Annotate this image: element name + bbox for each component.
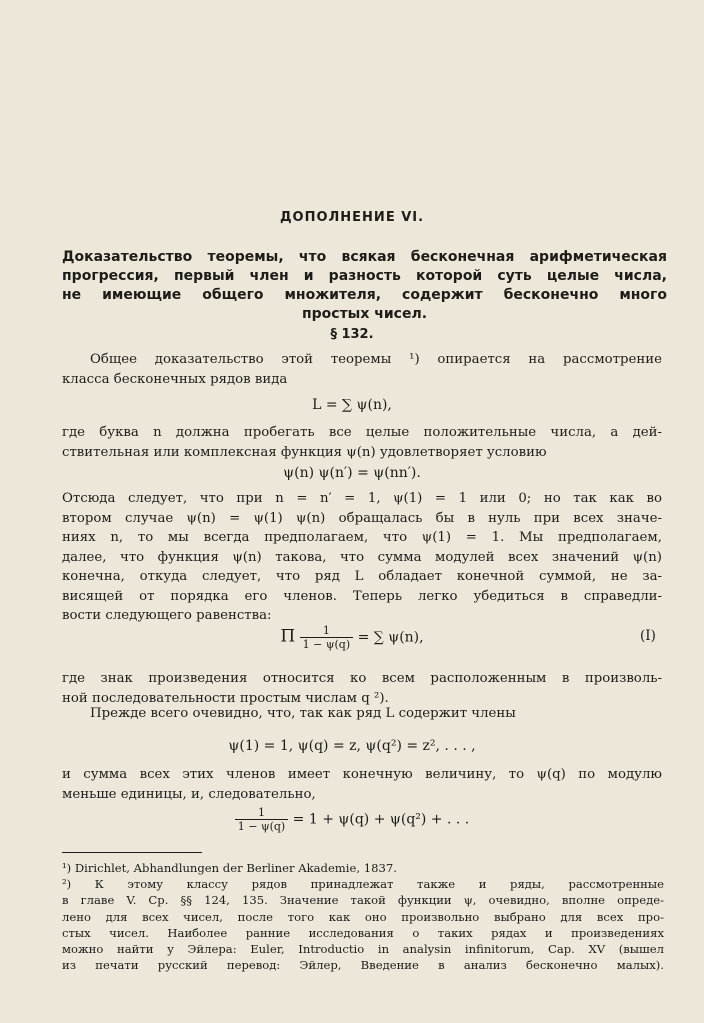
paragraph-2 xyxy=(62,423,662,462)
paragraph-3 xyxy=(62,489,662,626)
text-line: класса бесконечных рядов вида xyxy=(62,371,288,387)
fraction-denominator: 1 − ψ(q) xyxy=(302,638,351,651)
footnote-line: из печати русский перевод: Эйлер, Введение в анализ бесконечно малых). xyxy=(62,958,664,973)
paragraph-1 xyxy=(62,350,662,389)
equation-rhs: = ∑ ψ(n), xyxy=(353,629,424,646)
fraction-numerator: 1 xyxy=(235,806,288,820)
footnote-line: ²) К этому классу рядов принадлежат также и ряды, рассмотренные xyxy=(62,877,664,892)
equation-geometric-series xyxy=(0,806,704,833)
title-line: Доказательство теоремы, что всякая бесконечная арифметическая xyxy=(62,249,667,265)
text-line: ниях n, то мы всегда предполагаем, что ψ(1) = 1. Мы предполагаем, xyxy=(62,530,662,545)
equation-rhs: = 1 + ψ(q) + ψ(q²) + . . . xyxy=(288,811,470,828)
paragraph-6 xyxy=(62,765,662,804)
text-line: висящей от порядка его членов. Теперь легко убедиться в справедли- xyxy=(62,588,662,604)
fraction-denominator: 1 − ψ(q) xyxy=(237,820,286,833)
equation-terms: ψ(1) = 1, ψ(q) = z, ψ(q²) = z², . . . , xyxy=(228,738,476,754)
fraction xyxy=(300,624,353,651)
section-number: § 132. xyxy=(330,327,374,342)
title-line: не имеющие общего множителя, содержит бесконечно много xyxy=(62,287,667,303)
text-line: ствительная или комплексная функция ψ(n) удовлетворяет условию xyxy=(62,444,547,460)
footnote-line: лено для всех чисел, после того как оно произвольно выбрано для всех про- xyxy=(62,909,664,924)
text-line: Общее доказательство этой теоремы ¹) опирается на рассмотрение xyxy=(90,352,662,367)
appendix-header: ДОПОЛНЕНИЕ VI. xyxy=(279,210,425,225)
title-line: простых чисел. xyxy=(301,306,428,322)
text-line: меньше единицы, и, следовательно, xyxy=(62,786,316,802)
text-line: Прежде всего очевидно, что, так как ряд L содержит члены xyxy=(90,706,516,721)
theorem-title xyxy=(62,248,667,324)
footnote-line: можно найти у Эйлера: Euler, Introductio in analysin infinitorum, Cap. XV (вышел xyxy=(62,942,664,957)
equation-multiplicative: ψ(n) ψ(n′) = ψ(nn′). xyxy=(283,465,421,481)
product-sign: Π xyxy=(280,626,296,647)
text-line: где знак произведения относится ко всем расположенным в произволь- xyxy=(62,671,662,686)
text-line: конечна, откуда следует, что ряд L обладает конечной суммой, не за- xyxy=(62,569,662,584)
footnote-separator xyxy=(62,852,202,853)
equation-series: L = ∑ ψ(n), xyxy=(312,397,392,413)
text-line: Отсюда следует, что при n = n′ = 1, ψ(1) = 1 или 0; но так как во xyxy=(62,491,662,506)
text-line: ной последовательности простым числам q ²). xyxy=(62,690,389,706)
text-line: втором случае ψ(n) = ψ(1) ψ(n) обращалась бы в нуль при всех значе- xyxy=(62,510,662,526)
paragraph-5 xyxy=(62,704,662,724)
footnote-line: стых чисел. Наиболее ранние исследования о таких рядах и произведениях xyxy=(62,925,664,940)
footnotes xyxy=(62,860,664,973)
paragraph-4 xyxy=(62,669,662,708)
equation-label: (I) xyxy=(640,628,656,644)
text-line: вости следующего равенства: xyxy=(62,608,272,623)
footnote-line: ¹) Dirichlet, Abhandlungen der Berliner Akademie, 1837. xyxy=(62,861,397,875)
fraction xyxy=(235,806,288,833)
text-line: и сумма всех этих членов имеет конечную величину, то ψ(q) по модулю xyxy=(62,767,662,782)
fraction-numerator: 1 xyxy=(300,624,353,638)
title-line: прогрессия, первый член и разность которой суть целые числа, xyxy=(62,268,667,284)
equation-product-formula xyxy=(0,624,704,651)
footnote-line: в главе V. Ср. §§ 124, 135. Значение такой функции ψ, очевидно, вполне опреде- xyxy=(62,893,664,908)
text-line: где буква n должна пробегать все целые положительные числа, а дей- xyxy=(62,425,662,440)
text-line: далее, что функция ψ(n) такова, что сумма модулей всех значений ψ(n) xyxy=(62,549,662,565)
